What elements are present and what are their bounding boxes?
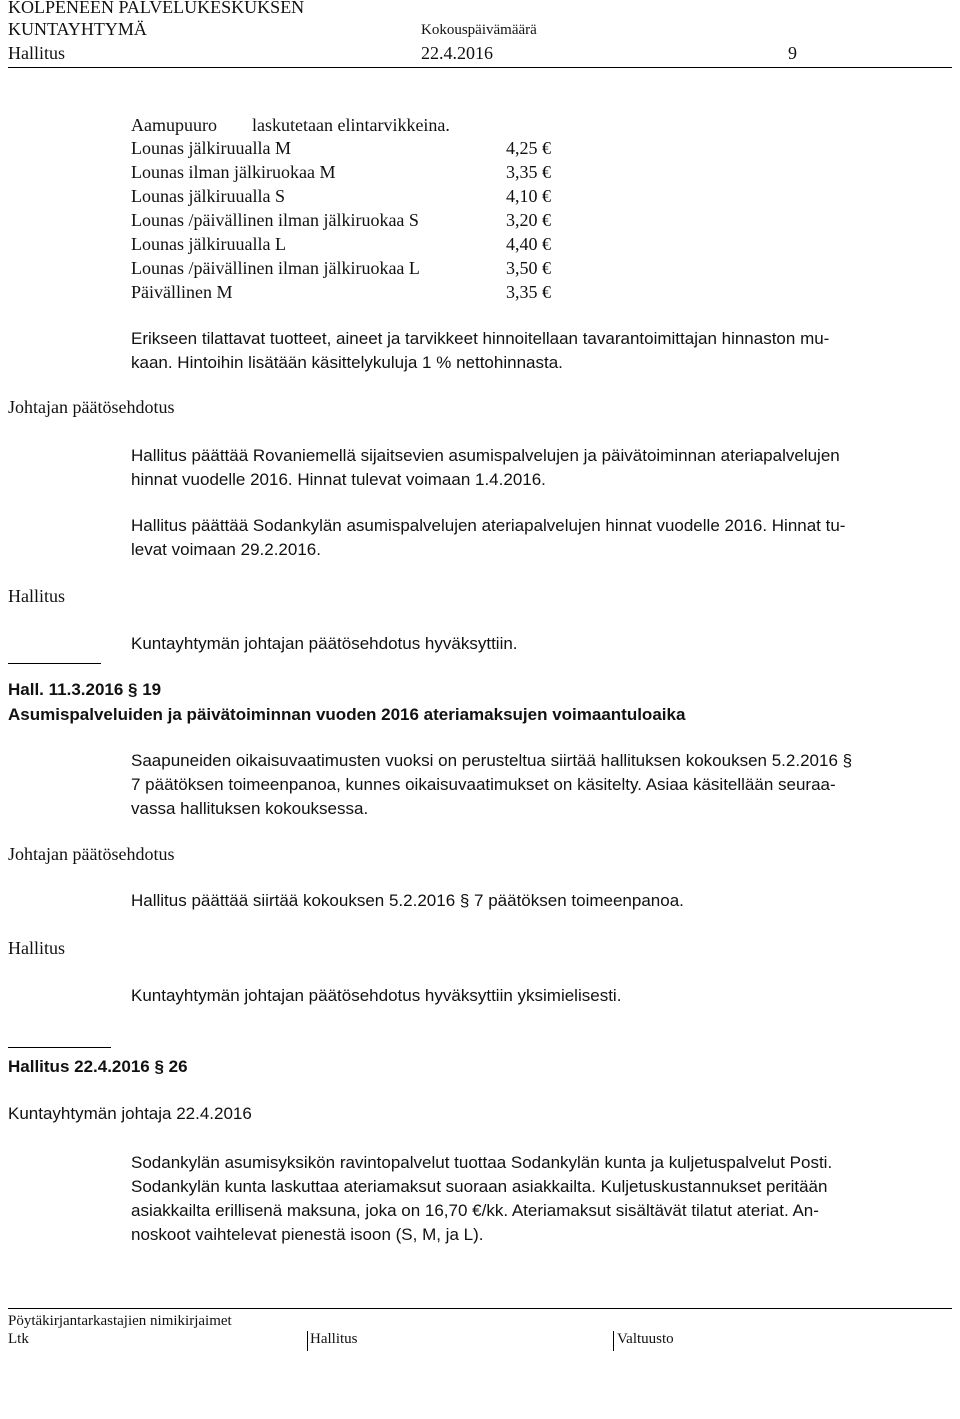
signature-col-ltk: Ltk [8, 1331, 29, 1347]
paragraph-line: levat voimaan 29.2.2016. [131, 540, 321, 559]
breakfast-item: Aamupuuro [131, 115, 217, 135]
decision-text: Kuntayhtymän johtajan päätösehdotus hyväksyttiin yksimielisesti. [131, 986, 622, 1005]
price-row [131, 258, 551, 282]
price-item: Päivällinen M [131, 282, 233, 302]
board-label: Hallitus [8, 938, 65, 958]
price-row [131, 210, 551, 234]
price-item: Lounas jälkiruualla M [131, 138, 291, 158]
paragraph-line: Sodankylän asumisyksikön ravintopalvelut tuottaa Sodankylän kunta ja kuljetuspalvelut Posti. [131, 1153, 833, 1172]
header-rule [8, 67, 952, 68]
paragraph-line: Hallitus päättää Sodankylän asumispalvelujen ateriapalvelujen hinnat vuodelle 2016. Hinnat tu- [131, 516, 846, 535]
price-row [131, 162, 551, 186]
price-item: Lounas jälkiruualla S [131, 186, 285, 206]
proposal-paragraph [131, 444, 921, 492]
org-name-line2: KUNTAYHTYMÄ [8, 19, 147, 39]
price-value: 4,40 € [506, 234, 551, 254]
price-item: Lounas /päivällinen ilman jälkiruokaa S [131, 210, 419, 230]
paragraph-line: Hallitus päättää Rovaniemellä sijaitsevien asumispalvelujen ja päivätoiminnan ateriapalvelujen [131, 446, 840, 465]
meeting-date-label: Kokouspäivämäärä [421, 22, 537, 38]
paragraph-line: vassa hallituksen kokouksessa. [131, 799, 369, 818]
proposal-text: Hallitus päättää siirtää kokouksen 5.2.2016 § 7 päätöksen toimeenpanoa. [131, 891, 684, 910]
description-paragraph [131, 1151, 921, 1247]
header-body: Hallitus [8, 43, 65, 63]
proposal-paragraph [131, 514, 921, 562]
section-reference: Hall. 11.3.2016 § 19 [8, 680, 162, 699]
proposal-label: Johtajan päätösehdotus [8, 397, 175, 417]
breakfast-note: laskutetaan elintarvikkeina. [252, 115, 450, 135]
paragraph-line: asiakkailta erillisenä maksuna, joka on 16,70 €/kk. Ateriamaksut sisältävät tilatut ateriat. An- [131, 1201, 819, 1220]
footer-rule [8, 1308, 952, 1309]
price-row [131, 186, 551, 210]
footer-divider [307, 1331, 308, 1351]
paragraph-line: Erikseen tilattavat tuotteet, aineet ja tarvikkeet hinnoitellaan tavarantoimittajan hinnaston mu- [131, 329, 830, 348]
price-row [131, 138, 551, 162]
header-date: 22.4.2016 [421, 43, 493, 63]
director-line: Kuntayhtymän johtaja 22.4.2016 [8, 1104, 252, 1123]
paragraph-line: noskoot vaihtelevat pienestä isoon (S, M, ja L). [131, 1225, 484, 1244]
decision-text: Kuntayhtymän johtajan päätösehdotus hyväksyttiin. [131, 634, 518, 653]
section-rule [8, 1047, 111, 1048]
price-row [131, 282, 551, 306]
price-value: 3,20 € [506, 210, 551, 230]
paragraph-line: kaan. Hintoihin lisätään käsittelykuluja 1 % nettohinnasta. [131, 353, 563, 372]
paragraph-line: hinnat vuodelle 2016. Hinnat tulevat voimaan 1.4.2016. [131, 470, 546, 489]
price-row [131, 234, 551, 258]
proposal-label: Johtajan päätösehdotus [8, 844, 175, 864]
separately-ordered-paragraph [131, 327, 921, 375]
price-value: 3,35 € [506, 282, 551, 302]
org-name-line1: KOLPENEEN PALVELUKESKUKSEN [8, 0, 305, 17]
page-number: 9 [788, 43, 797, 63]
price-item: Lounas /päivällinen ilman jälkiruokaa L [131, 258, 420, 278]
section-title: Asumispalveluiden ja päivätoiminnan vuoden 2016 ateriamaksujen voimaantuloaika [8, 705, 686, 724]
board-label: Hallitus [8, 586, 65, 606]
section-rule [8, 663, 101, 664]
price-item: Lounas ilman jälkiruokaa M [131, 162, 336, 182]
signature-col-board: Hallitus [310, 1331, 358, 1347]
price-value: 4,10 € [506, 186, 551, 206]
paragraph-line: Sodankylän kunta laskuttaa ateriamaksut suoraan asiakkailta. Kuljetuskustannukset peritään [131, 1177, 828, 1196]
section-reference: Hallitus 22.4.2016 § 26 [8, 1057, 188, 1076]
price-value: 3,50 € [506, 258, 551, 278]
price-value: 3,35 € [506, 162, 551, 182]
intro-paragraph [131, 749, 921, 821]
signature-col-council: Valtuusto [617, 1331, 674, 1347]
signatures-label: Pöytäkirjantarkastajien nimikirjaimet [8, 1313, 232, 1329]
footer-divider [613, 1331, 614, 1351]
price-item: Lounas jälkiruualla L [131, 234, 286, 254]
paragraph-line: Saapuneiden oikaisuvaatimusten vuoksi on perusteltua siirtää hallituksen kokouksen 5.2.2016 § [131, 751, 853, 770]
price-value: 4,25 € [506, 138, 551, 158]
paragraph-line: 7 päätöksen toimeenpanoa, kunnes oikaisuvaatimukset on käsitelty. Asiaa käsitellään seuraa- [131, 775, 836, 794]
